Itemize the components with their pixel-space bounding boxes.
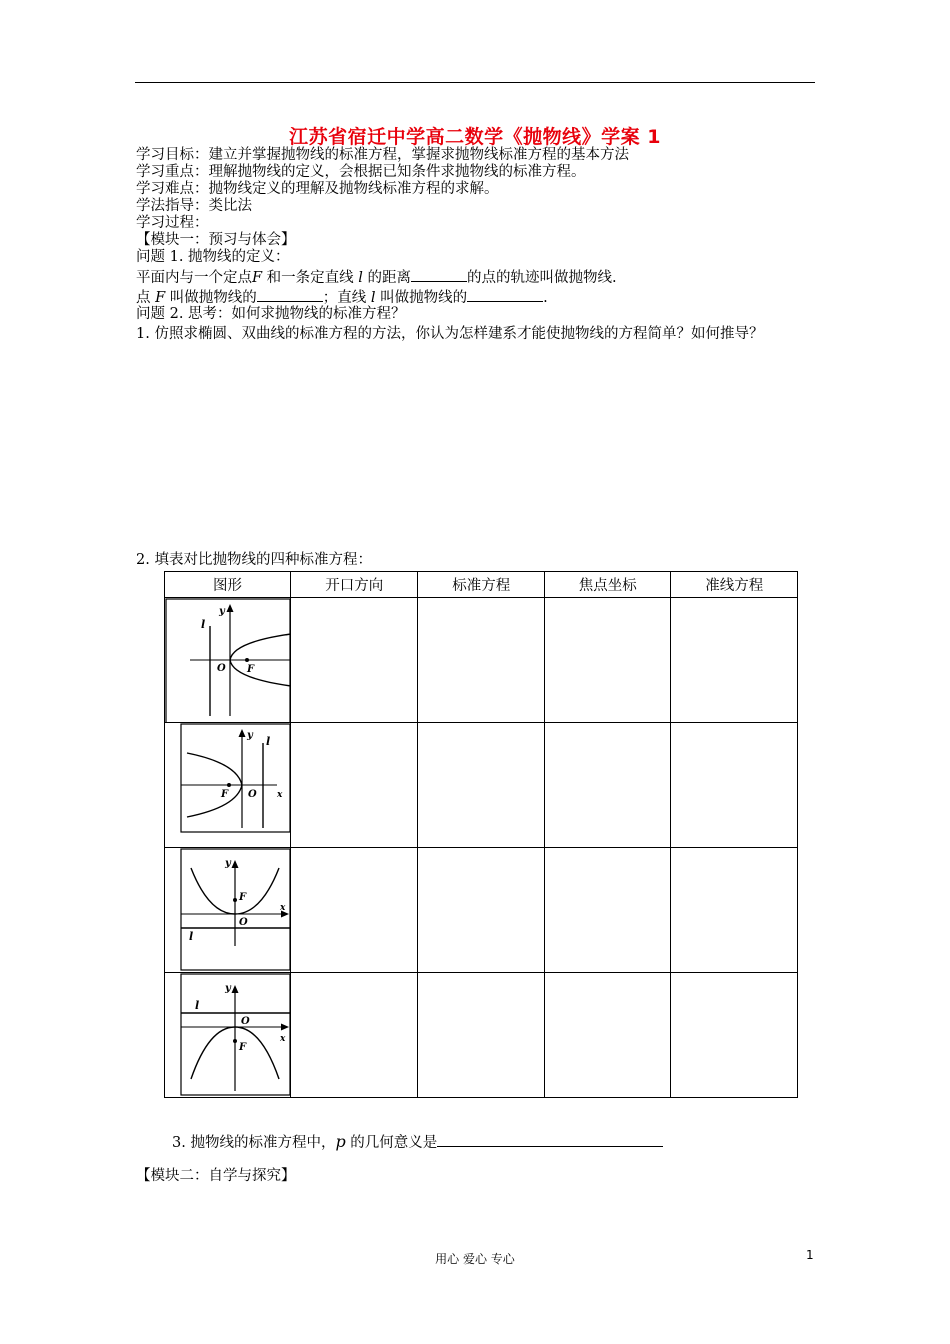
question-two-item-one: 1. 仿照求椭圆、双曲线的标准方程的方法，你认为怎样建系才能使抛物线的方程简单？如何推导？ (136, 326, 764, 342)
svg-text:x: x (277, 790, 283, 800)
table-row (165, 723, 798, 848)
header-figure: 图形 (165, 572, 291, 598)
directrix-cell[interactable] (671, 973, 798, 1098)
parabola-left-figure (165, 723, 290, 847)
page-number: 1 (806, 1248, 814, 1262)
svg-text:y: y (247, 730, 253, 741)
svg-text:O: O (217, 663, 226, 674)
table-row (165, 848, 798, 973)
svg-text:l: l (195, 999, 200, 1012)
learning-goal: 学习目标：建立并掌握抛物线的标准方程，掌握求抛物线标准方程的基本方法 (136, 147, 629, 163)
svg-text:x: x (280, 903, 286, 913)
focus-cell[interactable] (544, 973, 671, 1098)
directrix-cell[interactable] (671, 723, 798, 848)
blank-p-meaning[interactable] (437, 1133, 663, 1147)
directrix-cell[interactable] (671, 598, 798, 723)
svg-text:x: x (280, 1034, 286, 1044)
figure-cell (165, 973, 291, 1098)
header-rule (135, 82, 815, 83)
learning-difficulty: 学习难点：抛物线定义的理解及抛物线标准方程的求解。 (136, 181, 499, 197)
blank-distance[interactable] (411, 268, 467, 282)
svg-text:F: F (247, 664, 255, 675)
svg-text:y: y (225, 858, 231, 869)
parabola-right-figure (165, 598, 290, 722)
svg-text:O: O (248, 789, 257, 800)
blank-directrix[interactable] (467, 288, 543, 302)
question-one-focus-directrix: 点 F 叫做抛物线的 ；直线 l 叫做抛物线的 . (136, 290, 548, 306)
parabola-down-figure (165, 973, 290, 1097)
focus-cell[interactable] (544, 848, 671, 973)
svg-text:l: l (189, 930, 194, 943)
svg-text:F: F (239, 892, 247, 903)
svg-text:F: F (221, 789, 229, 800)
comparison-table (164, 571, 798, 1098)
svg-text:l: l (201, 618, 206, 631)
question-two-title: 问题 2. 思考：如何求抛物线的标准方程？ (136, 306, 406, 322)
figure-cell (165, 598, 291, 723)
question-three: 3. 抛物线的标准方程中，p 的几何意义是 (172, 1133, 663, 1152)
svg-text:y: y (225, 983, 231, 994)
module-two-heading: 【模块二：自学与探究】 (136, 1168, 296, 1184)
equation-cell[interactable] (418, 723, 545, 848)
focus-cell[interactable] (544, 723, 671, 848)
svg-text:l: l (266, 735, 271, 748)
opening-cell[interactable] (291, 973, 418, 1098)
parabola-up-figure (165, 848, 290, 972)
table-header-row (165, 572, 798, 598)
svg-text:O: O (241, 1016, 250, 1027)
header-directrix: 准线方程 (671, 572, 798, 598)
table-row (165, 973, 798, 1098)
focus-cell[interactable] (544, 598, 671, 723)
opening-cell[interactable] (291, 723, 418, 848)
question-two-item-two: 2. 填表对比抛物线的四种标准方程： (136, 552, 372, 568)
equation-cell[interactable] (418, 973, 545, 1098)
page-footer: 用心 爱心 专心 (435, 1252, 515, 1266)
svg-text:y: y (219, 606, 225, 617)
module-one-heading: 【模块一：预习与体会】 (136, 232, 296, 248)
equation-cell[interactable] (418, 598, 545, 723)
table-row (165, 598, 798, 723)
figure-cell (165, 848, 291, 973)
svg-text:F: F (239, 1042, 247, 1053)
opening-cell[interactable] (291, 598, 418, 723)
learning-focus: 学习重点：理解抛物线的定义，会根据已知条件求抛物线的标准方程。 (136, 164, 586, 180)
directrix-cell[interactable] (671, 848, 798, 973)
document-title: 江苏省宿迁中学高二数学《抛物线》学案 1 (289, 126, 661, 148)
learning-process: 学习过程： (136, 215, 209, 231)
svg-text:O: O (239, 917, 248, 928)
question-one-definition: 平面内与一个定点F 和一条定直线 l 的距离 的点的轨迹叫做抛物线. (136, 270, 617, 286)
blank-focus[interactable] (257, 288, 323, 302)
header-focus: 焦点坐标 (544, 572, 671, 598)
question-one-title: 问题 1. 抛物线的定义： (136, 249, 290, 265)
equation-cell[interactable] (418, 848, 545, 973)
header-opening: 开口方向 (291, 572, 418, 598)
opening-cell[interactable] (291, 848, 418, 973)
figure-cell (165, 723, 291, 848)
learning-method: 学法指导：类比法 (136, 198, 252, 214)
header-equation: 标准方程 (418, 572, 545, 598)
